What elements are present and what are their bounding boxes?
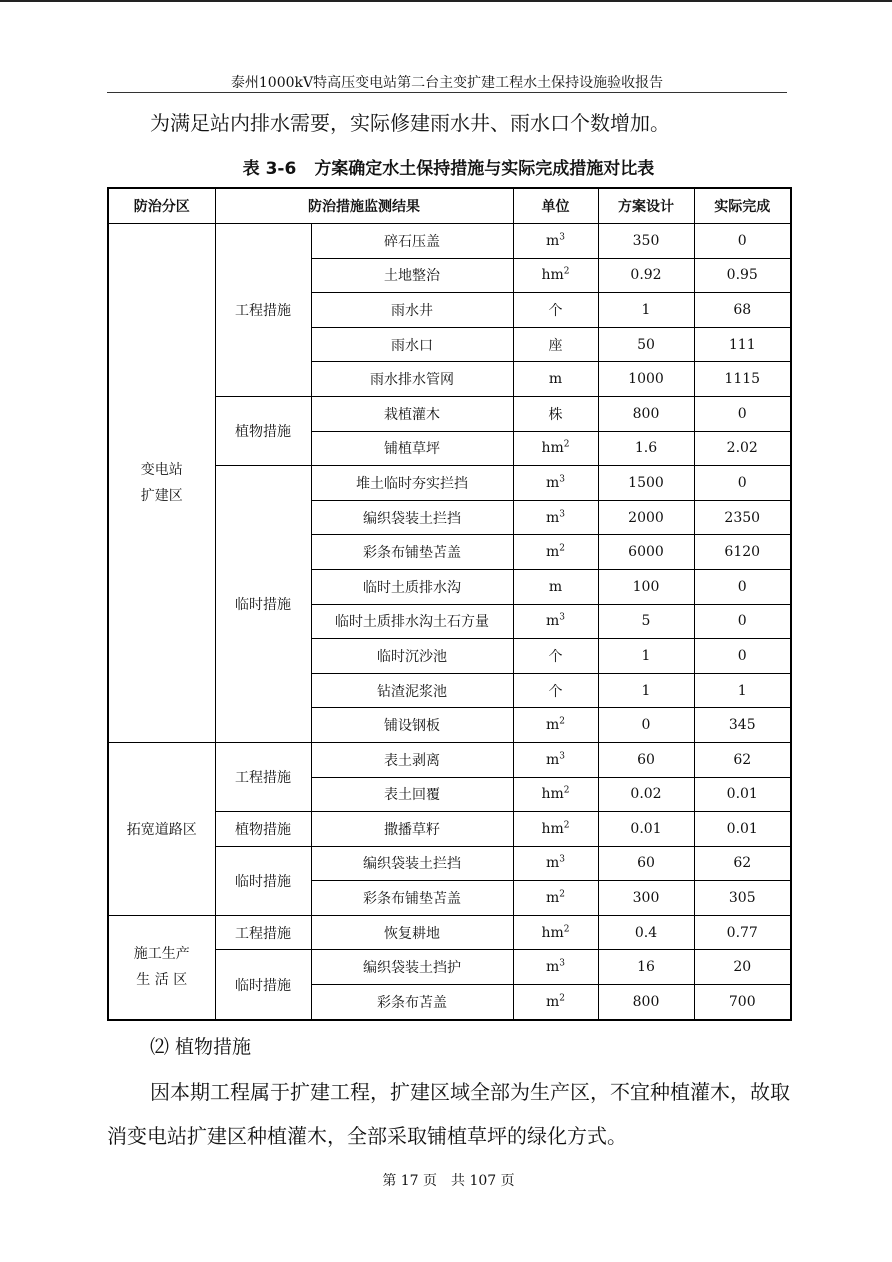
plan-cell: 1.6 bbox=[598, 431, 694, 466]
actual-cell: 1115 bbox=[694, 362, 791, 397]
plan-cell: 800 bbox=[598, 396, 694, 431]
unit-text: hm bbox=[541, 820, 564, 837]
plan-cell: 2000 bbox=[598, 500, 694, 535]
actual-cell: 2350 bbox=[694, 500, 791, 535]
plan-cell: 0.02 bbox=[598, 777, 694, 812]
top-border-line bbox=[0, 0, 892, 2]
unit-cell bbox=[513, 881, 598, 916]
table-caption-title: 方案确定水土保持措施与实际完成措施对比表 bbox=[314, 159, 655, 179]
header-zone: 防治分区 bbox=[108, 188, 215, 224]
header-measure: 防治措施监测结果 bbox=[215, 188, 513, 224]
unit-cell bbox=[513, 500, 598, 535]
unit-cell bbox=[513, 396, 598, 431]
unit-cell bbox=[513, 535, 598, 570]
unit-cell bbox=[513, 950, 598, 985]
header-plan: 方案设计 bbox=[598, 188, 694, 224]
plan-cell: 350 bbox=[598, 224, 694, 259]
unit-text: 个 bbox=[548, 683, 563, 700]
category-cell: 临时措施 bbox=[215, 466, 311, 743]
item-cell: 雨水井 bbox=[311, 293, 513, 328]
actual-cell: 68 bbox=[694, 293, 791, 328]
actual-cell: 111 bbox=[694, 327, 791, 362]
unit-exponent: 3 bbox=[559, 232, 565, 243]
unit-exponent: 3 bbox=[559, 612, 565, 623]
plan-cell: 1500 bbox=[598, 466, 694, 501]
unit-cell bbox=[513, 742, 598, 777]
actual-cell: 700 bbox=[694, 985, 791, 1020]
item-cell: 雨水口 bbox=[311, 327, 513, 362]
category-cell: 临时措施 bbox=[215, 846, 311, 915]
actual-cell: 1 bbox=[694, 673, 791, 708]
item-cell: 编织袋装土拦挡 bbox=[311, 500, 513, 535]
unit-text: hm bbox=[541, 924, 564, 941]
item-cell: 钻渣泥浆池 bbox=[311, 673, 513, 708]
unit-text: m bbox=[545, 993, 560, 1010]
plan-cell: 0.01 bbox=[598, 812, 694, 847]
item-cell: 表土回覆 bbox=[311, 777, 513, 812]
item-cell: 铺设钢板 bbox=[311, 708, 513, 743]
header-actual: 实际完成 bbox=[694, 188, 791, 224]
page-footer: 第 17 页 共 107 页 bbox=[382, 1173, 515, 1189]
unit-cell bbox=[513, 258, 598, 293]
header-unit: 单位 bbox=[513, 188, 598, 224]
unit-text: m bbox=[545, 474, 560, 491]
unit-text: hm bbox=[541, 786, 564, 803]
actual-cell: 6120 bbox=[694, 535, 791, 570]
table-caption bbox=[107, 154, 790, 179]
unit-exponent: 2 bbox=[563, 439, 570, 450]
actual-cell: 0.01 bbox=[694, 777, 791, 812]
unit-cell bbox=[513, 673, 598, 708]
item-cell: 临时土质排水沟 bbox=[311, 569, 513, 604]
item-cell: 表土剥离 bbox=[311, 742, 513, 777]
plan-cell: 0.4 bbox=[598, 915, 694, 950]
table-row bbox=[108, 742, 791, 777]
unit-text: m bbox=[545, 959, 560, 976]
table-header-row bbox=[108, 188, 791, 224]
unit-exponent: 3 bbox=[559, 854, 565, 865]
unit-text: hm bbox=[541, 440, 564, 457]
item-cell: 临时沉沙池 bbox=[311, 639, 513, 674]
zone-road: 拓宽道路区 bbox=[108, 742, 215, 915]
unit-cell bbox=[513, 569, 598, 604]
category-cell: 植物措施 bbox=[215, 396, 311, 465]
unit-text: m bbox=[545, 232, 560, 249]
unit-text: 座 bbox=[548, 337, 563, 354]
unit-cell bbox=[513, 846, 598, 881]
item-cell: 编织袋装土拦挡 bbox=[311, 846, 513, 881]
unit-exponent: 2 bbox=[559, 543, 565, 554]
plan-cell: 800 bbox=[598, 985, 694, 1020]
actual-cell: 62 bbox=[694, 742, 791, 777]
zone-construction-camp bbox=[108, 915, 215, 1019]
unit-text: m bbox=[545, 855, 560, 872]
actual-cell: 345 bbox=[694, 708, 791, 743]
unit-cell bbox=[513, 431, 598, 466]
section-subheading: ⑵ 植物措施 bbox=[150, 1036, 252, 1058]
unit-exponent: 2 bbox=[563, 785, 570, 796]
unit-exponent: 2 bbox=[559, 993, 565, 1004]
item-cell: 雨水排水管网 bbox=[311, 362, 513, 397]
unit-cell bbox=[513, 915, 598, 950]
unit-cell bbox=[513, 362, 598, 397]
plan-cell: 16 bbox=[598, 950, 694, 985]
unit-exponent: 3 bbox=[559, 474, 565, 485]
unit-cell bbox=[513, 985, 598, 1020]
unit-text: m bbox=[545, 544, 560, 561]
item-cell: 临时土质排水沟土石方量 bbox=[311, 604, 513, 639]
unit-text: m bbox=[545, 509, 560, 526]
item-cell: 碎石压盖 bbox=[311, 224, 513, 259]
actual-cell: 0 bbox=[694, 396, 791, 431]
unit-exponent: 2 bbox=[563, 820, 570, 831]
unit-text: m bbox=[545, 613, 560, 630]
plan-cell: 5 bbox=[598, 604, 694, 639]
unit-text: m bbox=[545, 890, 560, 907]
unit-text: m bbox=[548, 578, 563, 595]
plan-cell: 100 bbox=[598, 569, 694, 604]
actual-cell: 0.77 bbox=[694, 915, 791, 950]
table-row bbox=[108, 224, 791, 259]
unit-text: 个 bbox=[548, 302, 563, 319]
plan-cell: 0.92 bbox=[598, 258, 694, 293]
unit-cell bbox=[513, 812, 598, 847]
unit-cell bbox=[513, 708, 598, 743]
unit-cell bbox=[513, 293, 598, 328]
unit-cell bbox=[513, 327, 598, 362]
unit-exponent: 2 bbox=[563, 266, 570, 277]
unit-text: 个 bbox=[548, 648, 563, 665]
unit-text: m bbox=[548, 371, 563, 388]
item-cell: 恢复耕地 bbox=[311, 915, 513, 950]
table-caption-number: 表 3-6 bbox=[242, 159, 297, 179]
actual-cell: 305 bbox=[694, 881, 791, 916]
category-cell: 植物措施 bbox=[215, 812, 311, 847]
actual-cell: 0.95 bbox=[694, 258, 791, 293]
actual-cell: 20 bbox=[694, 950, 791, 985]
unit-exponent: 2 bbox=[559, 716, 565, 727]
table-row bbox=[108, 915, 791, 950]
actual-cell: 0 bbox=[694, 224, 791, 259]
category-cell: 工程措施 bbox=[215, 742, 311, 811]
zone-label: 施工生产 生 活 区 bbox=[133, 946, 190, 989]
item-cell: 彩条布铺垫苫盖 bbox=[311, 535, 513, 570]
unit-exponent: 3 bbox=[559, 508, 565, 519]
plan-cell: 1 bbox=[598, 639, 694, 674]
plan-cell: 0 bbox=[598, 708, 694, 743]
item-cell: 铺植草坪 bbox=[311, 431, 513, 466]
unit-exponent: 3 bbox=[559, 958, 565, 969]
plan-cell: 300 bbox=[598, 881, 694, 916]
unit-cell bbox=[513, 639, 598, 674]
unit-exponent: 3 bbox=[559, 751, 565, 762]
item-cell: 土地整治 bbox=[311, 258, 513, 293]
item-cell: 撒播草籽 bbox=[311, 812, 513, 847]
plan-cell: 50 bbox=[598, 327, 694, 362]
plan-cell: 1 bbox=[598, 673, 694, 708]
unit-cell bbox=[513, 604, 598, 639]
unit-text: m bbox=[545, 717, 560, 734]
plan-cell: 1 bbox=[598, 293, 694, 328]
comparison-table bbox=[107, 187, 792, 1021]
actual-cell: 62 bbox=[694, 846, 791, 881]
item-cell: 堆土临时夯实拦挡 bbox=[311, 466, 513, 501]
header-rule bbox=[107, 92, 787, 93]
unit-cell bbox=[513, 777, 598, 812]
category-cell: 工程措施 bbox=[215, 224, 311, 397]
item-cell: 彩条布苫盖 bbox=[311, 985, 513, 1020]
body-paragraph: 因本期工程属于扩建工程，扩建区域全部为生产区，不宜种植灌木，故取消变电站扩建区种植灌木，全部采取铺植草坪的绿化方式。 bbox=[107, 1080, 790, 1148]
plan-cell: 1000 bbox=[598, 362, 694, 397]
actual-cell: 0 bbox=[694, 569, 791, 604]
unit-text: hm bbox=[541, 267, 564, 284]
unit-text: m bbox=[545, 751, 560, 768]
zone-substation bbox=[108, 224, 215, 743]
plan-cell: 60 bbox=[598, 846, 694, 881]
zone-label: 变电站 扩建区 bbox=[140, 461, 183, 504]
actual-cell: 0 bbox=[694, 639, 791, 674]
actual-cell: 0 bbox=[694, 604, 791, 639]
plan-cell: 6000 bbox=[598, 535, 694, 570]
actual-cell: 2.02 bbox=[694, 431, 791, 466]
unit-cell bbox=[513, 224, 598, 259]
item-cell: 编织袋装土挡护 bbox=[311, 950, 513, 985]
actual-cell: 0.01 bbox=[694, 812, 791, 847]
unit-exponent: 2 bbox=[563, 924, 570, 935]
running-header: 泰州1000kV特高压变电站第二台主变扩建工程水土保持设施验收报告 bbox=[230, 75, 664, 91]
actual-cell: 0 bbox=[694, 466, 791, 501]
item-cell: 彩条布铺垫苫盖 bbox=[311, 881, 513, 916]
category-cell: 工程措施 bbox=[215, 915, 311, 950]
item-cell: 栽植灌木 bbox=[311, 396, 513, 431]
unit-text: 株 bbox=[548, 406, 563, 423]
unit-cell bbox=[513, 466, 598, 501]
unit-exponent: 2 bbox=[559, 889, 565, 900]
intro-paragraph: 为满足站内排水需要，实际修建雨水井、雨水口个数增加。 bbox=[150, 111, 670, 135]
plan-cell: 60 bbox=[598, 742, 694, 777]
category-cell: 临时措施 bbox=[215, 950, 311, 1020]
